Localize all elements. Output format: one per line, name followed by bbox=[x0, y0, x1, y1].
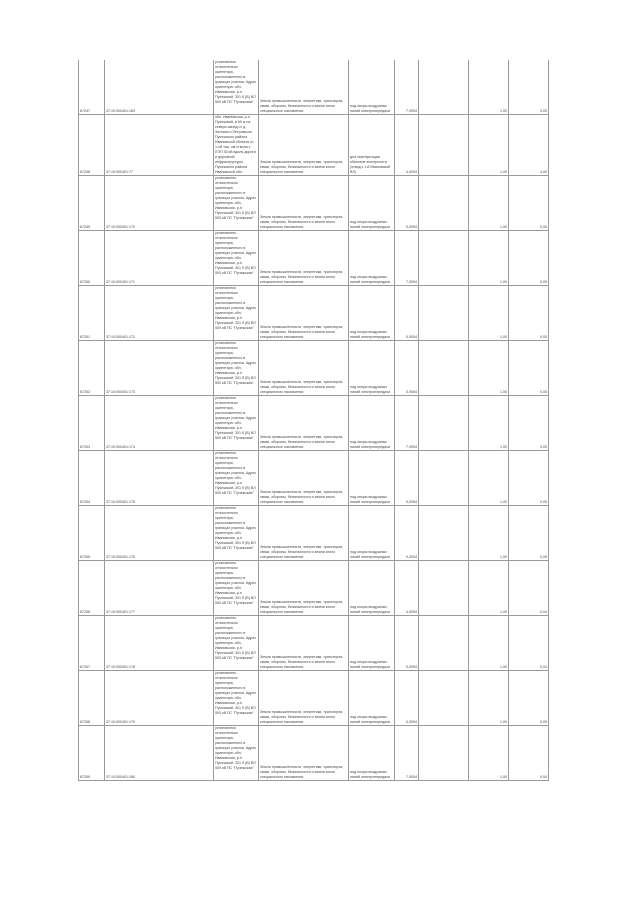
location-cell: установлено относительно ориентира, расположенного в границах участка. Адрес ориентира: обл. Ивановская, р-н Пучежский, 301 б (В) ВЛ 500 кВ ПС "Пучежская" bbox=[214, 726, 259, 781]
location-cell: установлено относительно ориентира, расположенного в границах участка. Адрес ориентира: обл. Ивановская, р-н Пучежский, 301 б (В) ВЛ 500 кВ ПС "Пучежская" bbox=[214, 60, 259, 115]
rate-cell: 1,00 bbox=[469, 60, 509, 115]
value-cell: 0,05 bbox=[509, 286, 549, 341]
area-cell: 0,0054 bbox=[395, 341, 419, 396]
plot-id-cell: 67252 bbox=[79, 341, 105, 396]
land-category-cell: Земли промышленности, энергетики, транспорта, связи, обороны, безопасности и земли иного специального назначения bbox=[259, 561, 349, 616]
table-row bbox=[79, 60, 549, 115]
rate-cell: 1,00 bbox=[469, 341, 509, 396]
permitted-use-cell: под опоры воздушных линий электропередачи bbox=[349, 176, 395, 231]
empty-cell-cell bbox=[419, 286, 469, 341]
location-cell: установлено относительно ориентира, расположенного в границах участка. Адрес ориентира: обл. Ивановская, р-н Пучежский, 301 б (В) ВЛ 500 кВ ПС "Пучежская" bbox=[214, 561, 259, 616]
empty-cell-cell bbox=[419, 726, 469, 781]
cadastral-number-cell: 37:10:000401:179 bbox=[105, 671, 214, 726]
cadastral-number-cell: 37:10:000401:172 bbox=[105, 286, 214, 341]
table-row bbox=[79, 115, 549, 176]
cadastral-number-cell: 37:10:000401:77 bbox=[105, 115, 214, 176]
land-category-cell: Земли промышленности, энергетики, транспорта, связи, обороны, безопасности и земли иного специального назначения bbox=[259, 60, 349, 115]
area-cell: 4,0004 bbox=[395, 115, 419, 176]
area-cell: 0,0054 bbox=[395, 176, 419, 231]
table-row bbox=[79, 616, 549, 671]
table-row bbox=[79, 176, 549, 231]
value-cell: 4,00 bbox=[509, 115, 549, 176]
location-cell: установлено относительно ориентира, расположенного в границах участка. Адрес ориентира: обл. Ивановская, р-н Пучежский, 301 б (В) ВЛ 500 кВ ПС "Пучежская" bbox=[214, 176, 259, 231]
table-row bbox=[79, 231, 549, 286]
empty-cell-cell bbox=[419, 341, 469, 396]
value-cell: 0,05 bbox=[509, 451, 549, 506]
permitted-use-cell: под опоры воздушных линий электропередачи bbox=[349, 231, 395, 286]
table-row bbox=[79, 451, 549, 506]
cadastral-number-cell: 37:10:000401:169 bbox=[105, 60, 214, 115]
value-cell: 0,05 bbox=[509, 341, 549, 396]
value-cell: 0,05 bbox=[509, 176, 549, 231]
plot-id-cell: 67258 bbox=[79, 671, 105, 726]
cadastral-number-cell: 37:10:000401:170 bbox=[105, 176, 214, 231]
empty-cell-cell bbox=[419, 506, 469, 561]
table-row bbox=[79, 341, 549, 396]
plot-id-cell: 67257 bbox=[79, 616, 105, 671]
land-category-cell: Земли промышленности, энергетики, транспорта, связи, обороны, безопасности и земли иного специального назначения bbox=[259, 451, 349, 506]
plot-id-cell: 67249 bbox=[79, 176, 105, 231]
rate-cell: 1,00 bbox=[469, 286, 509, 341]
land-category-cell: Земли промышленности, энергетики, транспорта, связи, обороны, безопасности и земли иного специального назначения bbox=[259, 341, 349, 396]
rate-cell: 1,00 bbox=[469, 561, 509, 616]
land-category-cell: Земли промышленности, энергетики, транспорта, связи, обороны, безопасности и земли иного специального назначения bbox=[259, 616, 349, 671]
value-cell: 0,05 bbox=[509, 231, 549, 286]
permitted-use-cell: под опоры воздушных линий электропередачи bbox=[349, 286, 395, 341]
location-cell: обл. Ивановская, р-н Пучежский, в 65 м на северо-запад от д. Затеиха и Петровское Пучежского района Ивановской области от 1-ой тыс. км ствола с ЛЭП 35 кВ вдоль дороги и дорожной инфраструктуры Пучежского района Ивановской обл. bbox=[214, 115, 259, 176]
rate-cell: 1,00 bbox=[469, 506, 509, 561]
land-category-cell: Земли промышленности, энергетики, транспорта, связи, обороны, безопасности и земли иного специального назначения bbox=[259, 396, 349, 451]
plot-id-cell: 67259 bbox=[79, 726, 105, 781]
cadastral-number-cell: 37:10:000401:175 bbox=[105, 451, 214, 506]
cadastral-number-cell: 37:10:000401:173 bbox=[105, 341, 214, 396]
empty-cell-cell bbox=[419, 671, 469, 726]
location-cell: установлено относительно ориентира, расположенного в границах участка. Адрес ориентира: обл. Ивановская, р-н Пучежский, 301 б (В) ВЛ 500 кВ ПС "Пучежская" bbox=[214, 616, 259, 671]
cadastral-number-cell: 37:10:000401:174 bbox=[105, 396, 214, 451]
plot-id-cell: 67255 bbox=[79, 506, 105, 561]
area-cell: 0,0054 bbox=[395, 671, 419, 726]
land-category-cell: Земли промышленности, энергетики, транспорта, связи, обороны, безопасности и земли иного специального назначения bbox=[259, 671, 349, 726]
empty-cell-cell bbox=[419, 115, 469, 176]
empty-cell-cell bbox=[419, 60, 469, 115]
land-category-cell: Земли промышленности, энергетики, транспорта, связи, обороны, безопасности и земли иного специального назначения bbox=[259, 176, 349, 231]
empty-cell-cell bbox=[419, 451, 469, 506]
permitted-use-cell: под опоры воздушных линий электропередачи bbox=[349, 671, 395, 726]
value-cell: 0,04 bbox=[509, 726, 549, 781]
plot-id-cell: 67248 bbox=[79, 115, 105, 176]
value-cell: 0,05 bbox=[509, 396, 549, 451]
empty-cell-cell bbox=[419, 396, 469, 451]
plot-id-cell: 67256 bbox=[79, 561, 105, 616]
cadastral-number-cell: 37:10:000401:176 bbox=[105, 506, 214, 561]
land-category-cell: Земли промышленности, энергетики, транспорта, связи, обороны, безопасности и земли иного специального назначения bbox=[259, 115, 349, 176]
value-cell: 0,05 bbox=[509, 671, 549, 726]
location-cell: установлено относительно ориентира, расположенного в границах участка. Адрес ориентира: обл. Ивановская, р-н Пучежский, 301 б (В) ВЛ 500 кВ ПС "Пучежская" bbox=[214, 671, 259, 726]
permitted-use-cell: под опоры воздушных линий электропередачи bbox=[349, 341, 395, 396]
cadastral-number-cell: 37:10:000401:180 bbox=[105, 726, 214, 781]
location-cell: установлено относительно ориентира, расположенного в границах участка. Адрес ориентира: обл. Ивановская, р-н Пучежский, 301 б (В) ВЛ 500 кВ ПС "Пучежская" bbox=[214, 286, 259, 341]
area-cell: 0,0054 bbox=[395, 286, 419, 341]
permitted-use-cell: под опоры воздушных линий электропередачи bbox=[349, 451, 395, 506]
rate-cell: 1,00 bbox=[469, 231, 509, 286]
rate-cell: 1,00 bbox=[469, 396, 509, 451]
area-cell: 0,0054 bbox=[395, 451, 419, 506]
rate-cell: 1,00 bbox=[469, 115, 509, 176]
empty-cell-cell bbox=[419, 561, 469, 616]
value-cell: 0,04 bbox=[509, 616, 549, 671]
permitted-use-cell: под опоры воздушных линий электропередачи bbox=[349, 506, 395, 561]
value-cell: 0,05 bbox=[509, 60, 549, 115]
table-row bbox=[79, 726, 549, 781]
location-cell: установлено относительно ориентира, расположенного в границах участка. Адрес ориентира: обл. Ивановская, р-н Пучежский, 301 б (В) ВЛ 500 кВ ПС "Пучежская" bbox=[214, 396, 259, 451]
rate-cell: 1,00 bbox=[469, 671, 509, 726]
land-category-cell: Земли промышленности, энергетики, транспорта, связи, обороны, безопасности и земли иного специального назначения bbox=[259, 231, 349, 286]
plot-id-cell: 67250 bbox=[79, 231, 105, 286]
rate-cell: 1,00 bbox=[469, 451, 509, 506]
value-cell: 0,05 bbox=[509, 506, 549, 561]
area-cell: 7,0054 bbox=[395, 396, 419, 451]
plot-id-cell: 67254 bbox=[79, 451, 105, 506]
area-cell: 7,0054 bbox=[395, 726, 419, 781]
rate-cell: 1,00 bbox=[469, 176, 509, 231]
land-plots-table bbox=[78, 60, 549, 781]
cadastral-number-cell: 37:10:000401:171 bbox=[105, 231, 214, 286]
permitted-use-cell: под опоры воздушных линий электропередачи bbox=[349, 561, 395, 616]
empty-cell-cell bbox=[419, 231, 469, 286]
location-cell: установлено относительно ориентира, расположенного в границах участка. Адрес ориентира: обл. Ивановская, р-н Пучежский, 301 б (В) ВЛ 500 кВ ПС "Пучежская" bbox=[214, 451, 259, 506]
land-category-cell: Земли промышленности, энергетики, транспорта, связи, обороны, безопасности и земли иного специального назначения bbox=[259, 726, 349, 781]
area-cell: 7,0054 bbox=[395, 231, 419, 286]
table-row bbox=[79, 561, 549, 616]
table-row bbox=[79, 396, 549, 451]
rate-cell: 1,00 bbox=[469, 726, 509, 781]
location-cell: установлено относительно ориентира, расположенного в границах участка. Адрес ориентира: обл. Ивановская, р-н Пучежский, 301 б (В) ВЛ 500 кВ ПС "Пучежская" bbox=[214, 506, 259, 561]
table-row bbox=[79, 671, 549, 726]
rate-cell: 1,00 bbox=[469, 616, 509, 671]
land-category-cell: Земли промышленности, энергетики, транспорта, связи, обороны, безопасности и земли иного специального назначения bbox=[259, 286, 349, 341]
area-cell: 4,0054 bbox=[395, 561, 419, 616]
plot-id-cell: 67247 bbox=[79, 60, 105, 115]
area-cell: 0,0054 bbox=[395, 506, 419, 561]
value-cell: 0,04 bbox=[509, 561, 549, 616]
cadastral-number-cell: 37:10:000401:178 bbox=[105, 616, 214, 671]
plot-id-cell: 67253 bbox=[79, 396, 105, 451]
permitted-use-cell: под опоры воздушных линий электропередачи bbox=[349, 616, 395, 671]
permitted-use-cell: под опоры воздушных линий электропередачи bbox=[349, 726, 395, 781]
land-category-cell: Земли промышленности, энергетики, транспорта, связи, обороны, безопасности и земли иного специального назначения bbox=[259, 506, 349, 561]
location-cell: установлено относительно ориентира, расположенного в границах участка. Адрес ориентира: обл. Ивановская, р-н Пучежский, 301 б (В) ВЛ 500 кВ ПС "Пучежская" bbox=[214, 231, 259, 286]
empty-cell-cell bbox=[419, 616, 469, 671]
permitted-use-cell: под опоры воздушных линий электропередачи bbox=[349, 60, 395, 115]
permitted-use-cell: под опоры воздушных линий электропередачи bbox=[349, 396, 395, 451]
empty-cell-cell bbox=[419, 176, 469, 231]
table-row bbox=[79, 286, 549, 341]
location-cell: установлено относительно ориентира, расположенного в границах участка. Адрес ориентира: обл. Ивановская, р-н Пучежский, 301 б (В) ВЛ 500 кВ ПС "Пучежская" bbox=[214, 341, 259, 396]
area-cell: 0,0054 bbox=[395, 616, 419, 671]
cadastral-number-cell: 37:10:000401:177 bbox=[105, 561, 214, 616]
area-cell: 7,0054 bbox=[395, 60, 419, 115]
permitted-use-cell: для эксплуатации объектов электросети (отвод к 1-й Ивановской ВЛ) bbox=[349, 115, 395, 176]
table-row bbox=[79, 506, 549, 561]
plot-id-cell: 67251 bbox=[79, 286, 105, 341]
